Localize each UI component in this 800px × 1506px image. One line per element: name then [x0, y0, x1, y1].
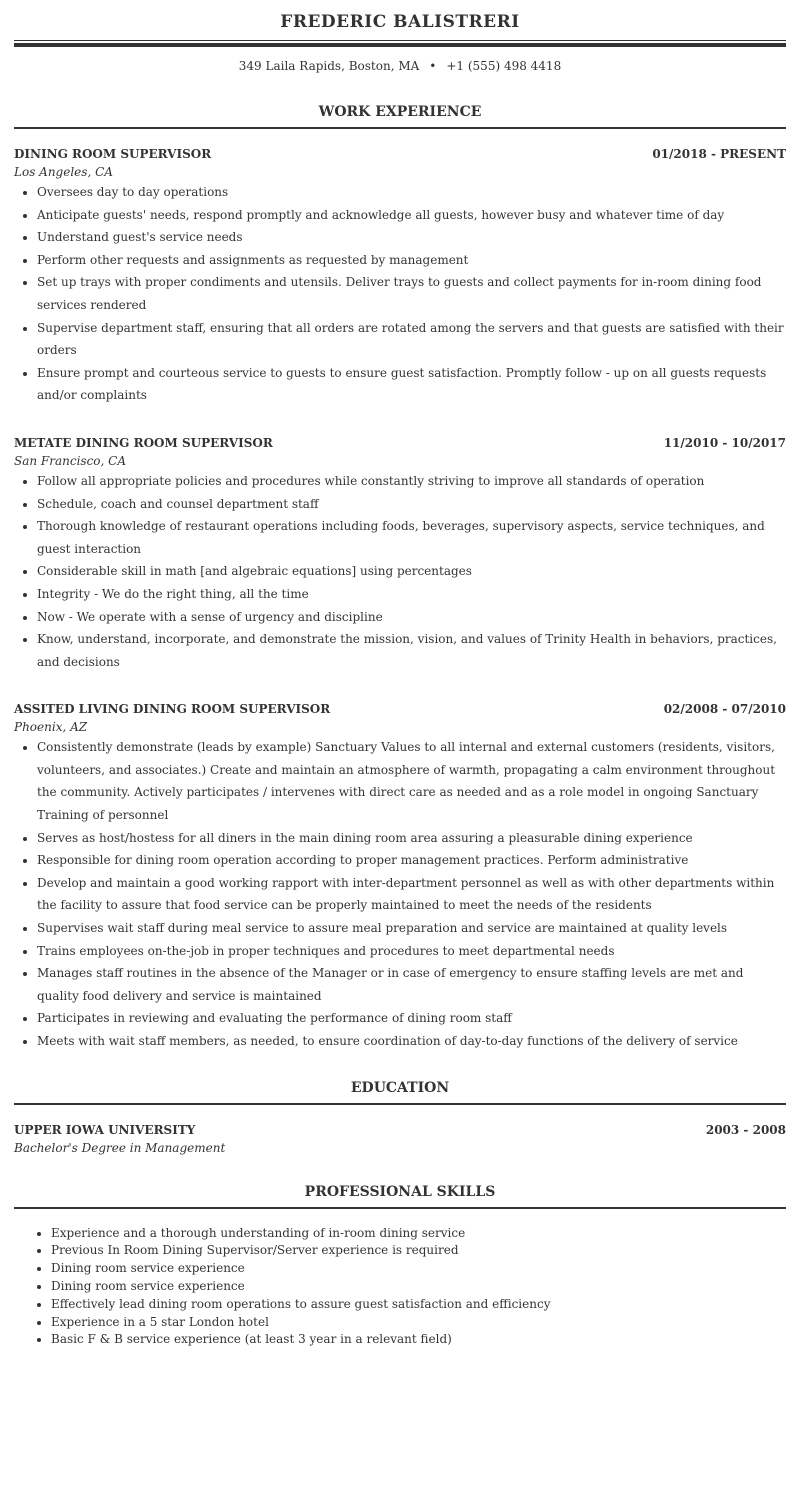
- skills-section: [14, 1184, 786, 1350]
- job-dates: 01/2018 - PRESENT: [652, 147, 786, 161]
- job-title: METATE DINING ROOM SUPERVISOR: [14, 435, 273, 450]
- bullet-item: • Anticipate guests' needs, respond promptly and acknowledge all guests, however busy and whatever time of day: [37, 204, 786, 227]
- job-dates: 11/2010 - 10/2017: [663, 435, 786, 450]
- bullet-item: • Set up trays with proper condiments and utensils. Deliver trays to guests and collect payments for in-room dining food services rendered: [37, 271, 786, 316]
- bullet-item: • Know, understand, incorporate, and demonstrate the mission, vision, and values of Trinity Health in behaviors, practices, and decisions: [37, 628, 786, 673]
- job-entry: [14, 700, 786, 1052]
- bullet-item: • Responsible for dining room operation according to proper management practices. Perform administrative: [37, 849, 786, 872]
- job-location: Phoenix, AZ: [14, 720, 88, 735]
- bullet-item: • Serves as host/hostess for all diners in the main dining room area assuring a pleasurable dining experience: [37, 827, 786, 850]
- bullet-item: • Trains employees on-the-job in proper techniques and procedures to meet departmental needs: [37, 940, 786, 963]
- job-header: [14, 145, 786, 163]
- bullet-item: • Understand guest's service needs: [37, 226, 786, 249]
- education-dates: 2003 - 2008: [705, 1122, 786, 1137]
- job-title: DINING ROOM SUPERVISOR: [14, 147, 212, 161]
- skill-item: • Experience in a 5 star London hotel: [51, 1314, 786, 1332]
- education-title: EDUCATION: [14, 1080, 786, 1105]
- skills-title: PROFESSIONAL SKILLS: [14, 1184, 786, 1209]
- job-location: Los Angeles, CA: [14, 165, 113, 179]
- job-entry: [14, 145, 786, 407]
- bullet-item: • Now - We operate with a sense of urgency and discipline: [37, 606, 786, 629]
- work-experience-title: WORK EXPERIENCE: [14, 104, 786, 129]
- contact-address: 349 Laila Rapids, Boston, MA: [238, 59, 420, 73]
- bullet-item: • Considerable skill in math [and algebraic equations] using percentages: [37, 560, 786, 583]
- job-location: San Francisco, CA: [14, 453, 127, 468]
- education-entry: [14, 1121, 786, 1157]
- bullet-item: • Participates in reviewing and evaluating the performance of dining room staff: [37, 1007, 786, 1030]
- job-bullets: [14, 181, 786, 407]
- bullet-item: • Oversees day to day operations: [37, 181, 786, 204]
- degree: Bachelor's Degree in Management: [14, 1140, 226, 1155]
- skill-item: • Dining room service experience: [51, 1260, 786, 1278]
- bullet-item: • Supervises wait staff during meal service to assure meal preparation and service are maintained at quality levels: [37, 917, 786, 940]
- skill-item: • Experience and a thorough understanding of in-room dining service: [51, 1225, 786, 1243]
- bullet-item: • Follow all appropriate policies and procedures while constantly striving to improve all standards of operation: [37, 470, 786, 493]
- bullet-item: • Develop and maintain a good working rapport with inter-department personnel as well as with other departments within the facility to assure that food service can be properly maintained to meet the needs of the residents: [37, 872, 786, 917]
- resume-page: [14, 0, 786, 1349]
- header-rule-thin: [14, 40, 786, 41]
- job-dates: 02/2008 - 07/2010: [663, 702, 786, 717]
- bullet-item: • Perform other requests and assignments as requested by management: [37, 249, 786, 272]
- job-bullets: [14, 470, 786, 673]
- bullet-item: • Ensure prompt and courteous service to guests to ensure guest satisfaction. Promptly follow - up on all guests requests and/or complaints: [37, 362, 786, 407]
- bullet-item: • Consistently demonstrate (leads by example) Sanctuary Values to all internal and external customers (residents, visitors, volunteers, and associates.) Create and maintain an atmosphere of warmth, propagating a calm environment throughout the community. Actively participates / intervenes with direct care as needed and as a role model in ongoing Sanctuary Training of personnel: [37, 736, 786, 826]
- contact-separator: •: [429, 59, 437, 73]
- contact-line: [14, 59, 786, 77]
- work-experience-section: [14, 104, 786, 1053]
- bullet-item: • Integrity - We do the right thing, all the time: [37, 583, 786, 606]
- skill-item: • Effectively lead dining room operations to assure guest satisfaction and efficiency: [51, 1296, 786, 1314]
- job-title: ASSITED LIVING DINING ROOM SUPERVISOR: [14, 702, 331, 717]
- job-entry: [14, 434, 786, 673]
- school-name: UPPER IOWA UNIVERSITY: [14, 1122, 196, 1137]
- contact-phone: +1 (555) 498 4418: [446, 59, 562, 73]
- skill-item: • Dining room service experience: [51, 1278, 786, 1296]
- job-header: [14, 434, 786, 452]
- header-rule-thick: [14, 43, 786, 47]
- skill-item: • Basic F & B service experience (at least 3 year in a relevant field): [51, 1331, 786, 1349]
- job-header: [14, 700, 786, 718]
- skills-list: [14, 1225, 786, 1350]
- education-header: [14, 1121, 786, 1139]
- bullet-item: • Schedule, coach and counsel department staff: [37, 493, 786, 516]
- education-section: [14, 1080, 786, 1157]
- bullet-item: • Meets with wait staff members, as needed, to ensure coordination of day-to-day functions of the delivery of service: [37, 1030, 786, 1053]
- skill-item: • Previous In Room Dining Supervisor/Server experience is required: [51, 1242, 786, 1260]
- bullet-item: • Manages staff routines in the absence of the Manager or in case of emergency to ensure staffing levels are met and quality food delivery and service is maintained: [37, 962, 786, 1007]
- candidate-name: FREDERIC BALISTRERI: [280, 12, 520, 32]
- bullet-item: • Supervise department staff, ensuring that all orders are rotated among the servers and that guests are satisfied with their orders: [37, 317, 786, 362]
- bullet-item: • Thorough knowledge of restaurant operations including foods, beverages, supervisory aspects, service techniques, and guest interaction: [37, 515, 786, 560]
- job-bullets: [14, 736, 786, 1052]
